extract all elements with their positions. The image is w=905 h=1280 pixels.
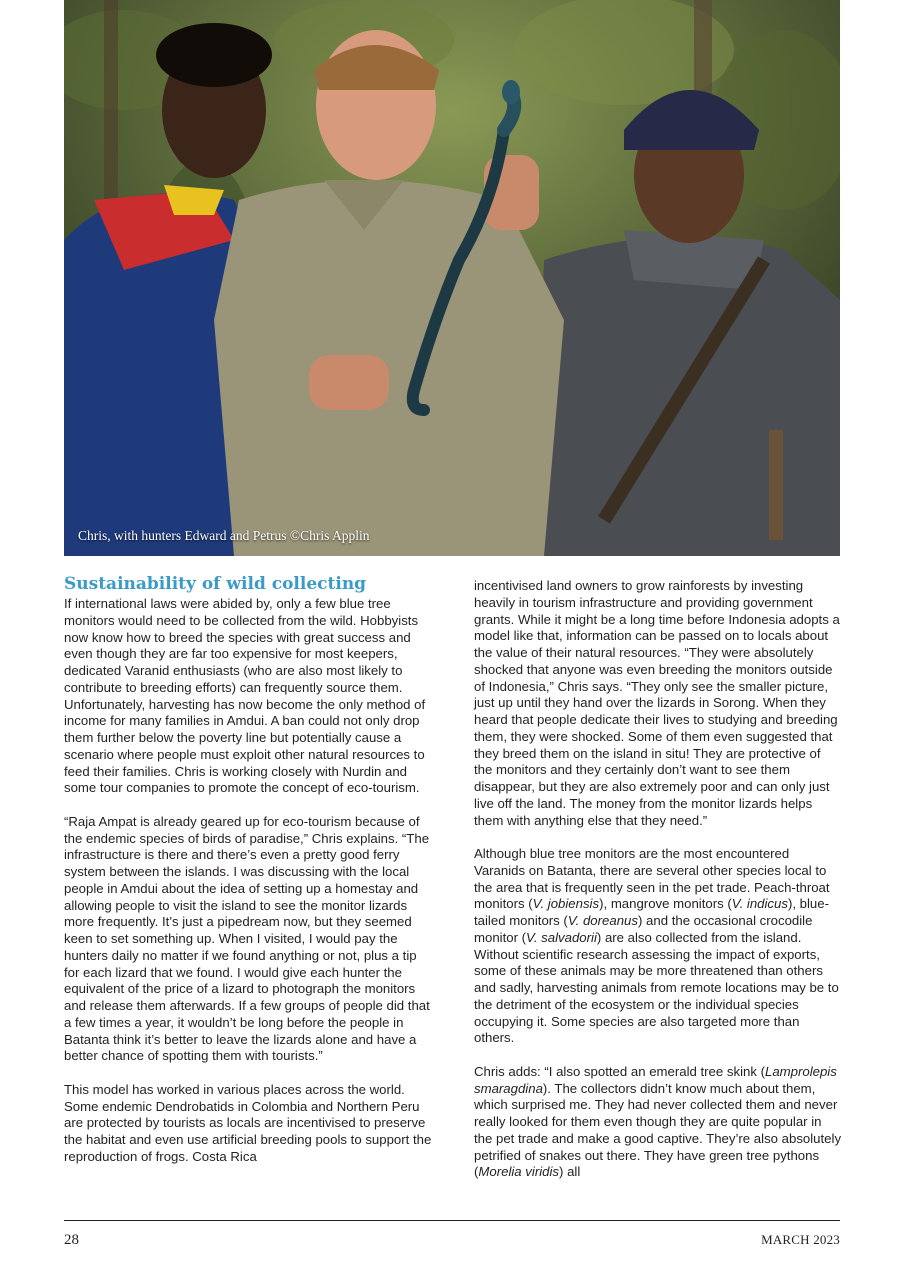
hero-photo	[64, 0, 840, 556]
species-name: V. jobiensis	[532, 896, 600, 912]
article-column-right	[474, 578, 842, 1198]
species-name: V. indicus	[731, 896, 788, 912]
photo-illustration	[64, 0, 840, 556]
species-name: V. doreanus	[567, 913, 638, 928]
footer-divider	[64, 1220, 840, 1221]
paragraph: Chris adds: “I also spotted an emerald tree skink (Lamprolepis smaragdina). The collectors didn’t know much about them, which surprised me. They had never collected them and never really looked for them even though they are quite popular in the pet trade and make a good captive. They’re also absolutely petrified of snakes out there. They have green tree pythons (Morelia viridis) all	[474, 1063, 842, 1180]
photo-caption: Chris, with hunters Edward and Petrus ©Chris Applin	[78, 528, 370, 543]
section-heading: Sustainability of wild collecting	[64, 574, 367, 594]
species-name: Lamprolepis smaragdina	[474, 1063, 837, 1096]
issue-date: MARCH 2023	[761, 1232, 840, 1247]
species-name: Morelia viridis	[478, 1164, 560, 1180]
paragraph: “Raja Ampat is already geared up for eco-tourism because of the endemic species of birds of paradise,” Chris explains. “The infrastructure is there and there’s even a pretty good ferry system between the islands. I was discussing with the local people in Amdui about the idea of setting up a homestay and allowing people to visit the island to see the monitor lizards more frequently. It’s just a pipedream now, but they seemed keen to set something up. When I visited, I would pay the hunters daily no matter if we found anything or not, plus a tip for each lizard that we found. I would give each hunter the equivalent of the price of a lizard to photograph the monitors and release them afterwards. If a few groups of people did that a few times a year, it wouldn’t be long before the people in Batanta think it’s better to leave the lizards alone and have a better chance of spotting them with tourists.”	[64, 813, 430, 1064]
paragraph: incentivised land owners to grow rainforests by investing heavily in tourism infrastructure and providing government grants. While it might be a long time before Indonesia adopts a model like that, information can be passed on to locals about the value of their natural resources. “They were absolutely shocked that anyone was even breeding the monitors outside of Indonesia,” Chris says. “They only see the smaller picture, just up until they hand over the lizards in Sorong. When they heard that people dedicate their lives to studying and breeding them, they were shocked. Some of them even suggested that they breed them on the island in situ! They are protective of the monitors and they certainly don’t want to see them disappear, but they are also extremely poor and can only just live off the land. The money from the monitor lizards helps them with anything else that they need.”	[474, 578, 840, 828]
paragraph: Although blue tree monitors are the most encountered Varanids on Batanta, there are several other species local to the area that is frequently seen in the pet trade. Peach-throat monitors (V. jobiensis), mangrove monitors (V. indicus), blue-tailed monitors (V. doreanus) and the occasional crocodile monitor (V. salvadorii) are also collected from the island. Without scientific research assessing the impact of exports, some of these animals may be more threatened than others and sadly, harvesting animals from remote locations may be to the detriment of the ecosystem or the individual species occupying it. Some species are also targeted more than others.	[474, 846, 839, 1046]
paragraph: If international laws were abided by, only a few blue tree monitors would need to be collected from the wild. Hobbyists now know how to breed the species with great success and even though they are far too expensive for most keepers, dedicated Varanid enthusiasts (who are also most likely to contribute to breeding efforts) can frequently source them. Unfortunately, harvesting has now become the only method of income for many families in Amdui. A ban could not only drop them further below the poverty line but potentially cause a scenario where people must exploit other natural resources to feed their families. Chris is working closely with Nurdin and some tour companies to promote the concept of eco-tourism.	[64, 596, 426, 796]
page-number: 28	[64, 1232, 79, 1248]
paragraph: This model has worked in various places across the world. Some endemic Dendrobatids in Colombia and Northern Peru are protected by tourists as locals are incentivised to preserve the habitat and even use artificial breeding pools to support the reproduction of frogs. Costa Rica	[64, 1081, 432, 1164]
article-column-left	[64, 574, 432, 1182]
species-name: V. salvadorii	[526, 929, 597, 945]
